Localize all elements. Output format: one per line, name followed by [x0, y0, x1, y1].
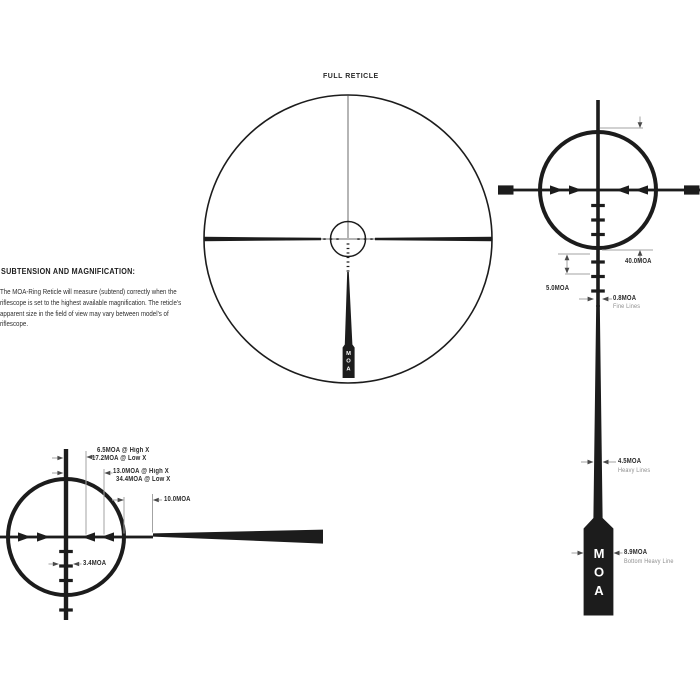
- subtension-line-4: riflescope.: [0, 319, 29, 329]
- ring-diameter-label: 40.0MOA: [625, 258, 652, 265]
- left-heavy-cap: [498, 185, 514, 194]
- subtension-heading: SUBTENSION AND MAGNIFICATION:: [1, 267, 136, 276]
- moa-post-text-full: MOA: [345, 350, 352, 375]
- full-reticle-drawing: [204, 95, 492, 383]
- bottom-post-width-label: 8.9MOA: [624, 549, 648, 556]
- arrow1-low-label: 17.2MOA @ Low X: [92, 455, 147, 462]
- subtension-paragraph: [0, 287, 181, 330]
- arrow1-high-label: 6.5MOA @ High X: [97, 447, 150, 454]
- moa-post-text-detail: MOA: [591, 546, 607, 602]
- horizontal-line: [498, 189, 700, 192]
- left-heavy-bar: [204, 237, 321, 241]
- heavy-line-width-label: 4.5MOA: [618, 458, 642, 465]
- arrow2-low-label: 34.4MOA @ Low X: [116, 476, 171, 483]
- arrow2-high-label: 13.0MOA @ High X: [113, 468, 169, 475]
- bar-gap-label: 10.0MOA: [163, 496, 191, 503]
- tick-width-label: 3.4MOA: [83, 560, 107, 567]
- right-heavy-cap: [684, 185, 700, 194]
- bottom-post-caption: Bottom Heavy Line: [624, 557, 674, 565]
- fine-line-width-label: 0.8MOA: [613, 295, 637, 302]
- full-reticle-title: FULL RETICLE: [323, 73, 379, 80]
- heavy-line-caption: Heavy Lines: [618, 466, 651, 474]
- center-detail-dimensions: [558, 117, 653, 556]
- subtension-line-3: apparent size in the field of view may vary between model's of: [0, 308, 169, 318]
- fine-line-caption: Fine Lines: [613, 303, 641, 310]
- right-heavy-bar: [375, 237, 492, 241]
- right-heavy-bar: [153, 530, 323, 544]
- subtension-line-2: riflescope is set to the highest available magnification. The reticle's: [0, 297, 182, 307]
- subtension-line-1: The MOA-Ring Reticle will measure (subtend) correctly when the: [0, 287, 177, 296]
- tick-spacing-label: 5.0MOA: [546, 285, 570, 292]
